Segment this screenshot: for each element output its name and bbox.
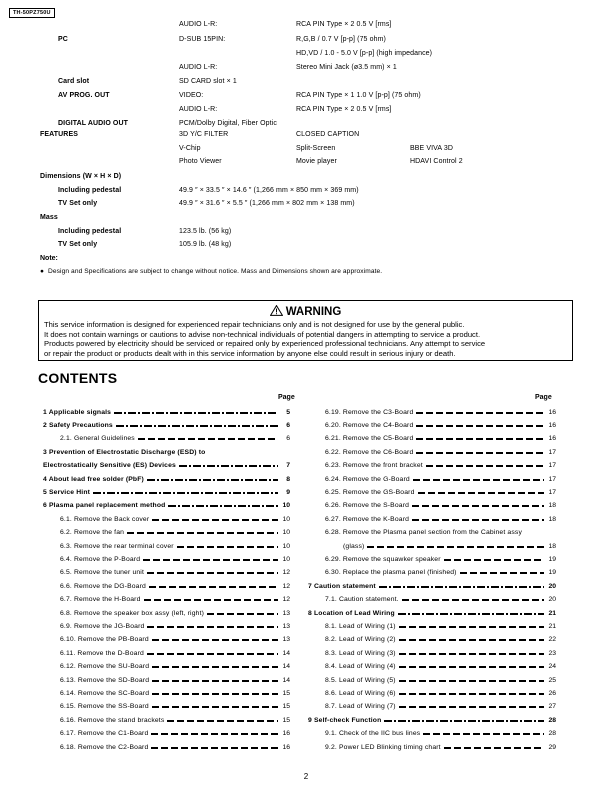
feature-item: BBE VIVA 3D bbox=[410, 145, 453, 152]
toc-entry[interactable] bbox=[40, 595, 290, 605]
toc-entry-page: 16 bbox=[548, 421, 556, 429]
toc-left-column bbox=[40, 407, 290, 767]
toc-entry-page: 12 bbox=[282, 596, 290, 604]
toc-entry-title: 6.13. Remove the SD-Board bbox=[60, 676, 150, 684]
toc-entry-title: 9.2. Power LED Blinking timing chart bbox=[325, 743, 441, 751]
toc-entry-title: 9 Self-check Function bbox=[308, 716, 382, 724]
feature-item: Split-Screen bbox=[296, 145, 336, 152]
spec-value: Stereo Mini Jack (ø3.5 mm) × 1 bbox=[296, 64, 397, 71]
toc-leader bbox=[147, 479, 278, 481]
toc-entry-title: 6.16. Remove the stand brackets bbox=[60, 716, 165, 724]
toc-leader bbox=[460, 572, 544, 574]
toc-entry[interactable] bbox=[40, 702, 290, 712]
toc-entry-page: 28 bbox=[548, 730, 556, 738]
toc-entry[interactable] bbox=[305, 595, 556, 605]
toc-leader bbox=[168, 505, 278, 507]
toc-entry-page: 24 bbox=[548, 663, 556, 671]
toc-entry-page: 21 bbox=[548, 622, 556, 630]
toc-entry[interactable] bbox=[305, 742, 556, 752]
spec-label: AV PROG. OUT bbox=[58, 92, 110, 99]
toc-entry-page: 22 bbox=[548, 636, 556, 644]
toc-entry-page: 13 bbox=[282, 609, 290, 617]
toc-leader bbox=[416, 452, 544, 454]
toc-entry[interactable] bbox=[40, 528, 290, 538]
toc-leader bbox=[167, 720, 278, 722]
toc-entry-title: 6.3. Remove the rear terminal cover bbox=[60, 542, 174, 550]
toc-leader bbox=[525, 532, 544, 534]
toc-leader bbox=[151, 733, 278, 735]
toc-leader bbox=[426, 465, 544, 467]
feature-item: 3D Y/C FILTER bbox=[179, 131, 229, 138]
toc-entry-page: 15 bbox=[282, 716, 290, 724]
toc-entry-page: 5 bbox=[286, 408, 290, 416]
toc-entry[interactable] bbox=[305, 434, 556, 444]
toc-entry-page: 16 bbox=[548, 408, 556, 416]
toc-right-column bbox=[305, 407, 556, 767]
spec-label: DIGITAL AUDIO OUT bbox=[58, 120, 129, 127]
toc-entry-title: 6.10. Remove the PB-Board bbox=[60, 636, 149, 644]
toc-leader bbox=[147, 626, 278, 628]
toc-entry-page: 23 bbox=[548, 649, 556, 657]
toc-leader bbox=[93, 492, 278, 494]
toc-entry-title: 6.6. Remove the DG-Board bbox=[60, 582, 146, 590]
toc-entry-page: 18 bbox=[548, 542, 556, 550]
toc-leader bbox=[149, 586, 278, 588]
toc-entry-title: 6.19. Remove the C3-Board bbox=[325, 408, 414, 416]
toc-entry[interactable] bbox=[305, 541, 556, 551]
toc-leader bbox=[399, 680, 544, 682]
toc-leader bbox=[127, 532, 278, 534]
warning-title: WARNING bbox=[285, 306, 342, 318]
toc-leader bbox=[152, 639, 278, 641]
toc-entry-page: 15 bbox=[282, 703, 290, 711]
toc-entry-title: 9.1. Check of the IIC bus lines bbox=[325, 730, 421, 738]
toc-leader bbox=[399, 626, 544, 628]
toc-entry-page: 17 bbox=[548, 475, 556, 483]
toc-entry[interactable] bbox=[40, 742, 290, 752]
feature-item: CLOSED CAPTION bbox=[296, 131, 360, 138]
spec-value: HD,VD / 1.0 - 5.0 V [p-p] (high impedance) bbox=[296, 50, 433, 57]
toc-entry[interactable] bbox=[40, 635, 290, 645]
toc-entry-page: 9 bbox=[286, 488, 290, 496]
toc-entry[interactable] bbox=[40, 621, 290, 631]
toc-entry-page: 28 bbox=[548, 716, 556, 724]
toc-entry-page: 10 bbox=[282, 529, 290, 537]
toc-entry[interactable] bbox=[40, 568, 290, 578]
toc-leader bbox=[399, 693, 544, 695]
toc-entry[interactable] bbox=[40, 461, 290, 471]
features-label: FEATURES bbox=[40, 131, 79, 138]
toc-entry-title: 6.14. Remove the SC-Board bbox=[60, 689, 150, 697]
spec-label: PC bbox=[58, 36, 68, 43]
spec-value: RCA PIN Type × 2 0.5 V [rms] bbox=[296, 106, 392, 113]
toc-entry[interactable] bbox=[40, 434, 290, 444]
toc-entry[interactable] bbox=[305, 407, 556, 417]
toc-entry[interactable] bbox=[305, 581, 556, 591]
toc-entry-page: 7 bbox=[286, 462, 290, 470]
toc-entry-title: 4 About lead free solder (PbF) bbox=[43, 475, 144, 483]
toc-entry[interactable] bbox=[305, 662, 556, 672]
toc-entry-page: 16 bbox=[282, 743, 290, 751]
toc-entry-page: 16 bbox=[282, 730, 290, 738]
toc-entry-page: 10 bbox=[282, 555, 290, 563]
toc-leader bbox=[179, 465, 278, 467]
toc-entry-title: (glass) bbox=[343, 542, 365, 550]
toc-entry-page: 19 bbox=[548, 569, 556, 577]
toc-entry-page: 13 bbox=[282, 636, 290, 644]
spec-sub: VIDEO: bbox=[179, 92, 204, 99]
model-number-tag: TH-50PZ750U bbox=[9, 8, 55, 18]
toc-leader bbox=[152, 666, 278, 668]
toc-entry-page: 20 bbox=[548, 582, 556, 590]
toc-leader bbox=[399, 653, 544, 655]
toc-entry[interactable] bbox=[305, 447, 556, 457]
toc-entry-title: 6.27. Remove the K-Board bbox=[325, 515, 410, 523]
toc-entry-page: 20 bbox=[548, 596, 556, 604]
note-bullet: ● bbox=[40, 268, 44, 275]
toc-entry-title: 7 Caution statement bbox=[308, 582, 376, 590]
toc-entry[interactable] bbox=[305, 608, 556, 618]
toc-leader bbox=[399, 666, 544, 668]
toc-entry-page: 14 bbox=[282, 676, 290, 684]
warning-line: Products powered by electricity should be serviced or repaired only by experienced professional technicians. Any attempt to service bbox=[44, 339, 486, 349]
spec-value: RCA PIN Type × 1 1.0 V [p-p] (75 ohm) bbox=[296, 92, 421, 99]
page-column-header-right: Page bbox=[535, 394, 552, 401]
toc-entry-title: 8.7. Lead of Wiring (7) bbox=[325, 703, 396, 711]
feature-item: Photo Viewer bbox=[179, 158, 222, 165]
toc-entry-title: 6.22. Remove the C6-Board bbox=[325, 448, 414, 456]
toc-entry-page: 16 bbox=[548, 435, 556, 443]
toc-leader bbox=[147, 653, 278, 655]
toc-leader bbox=[416, 425, 544, 427]
toc-entry-page: 17 bbox=[548, 462, 556, 470]
toc-leader bbox=[416, 438, 544, 440]
dimensions-set-label: TV Set only bbox=[58, 200, 98, 207]
dimensions-including-label: Including pedestal bbox=[58, 187, 122, 194]
warning-line: or repair the product or products dealt with in this service information by anyone else could result in serious injury or death. bbox=[44, 348, 456, 358]
spec-sub: AUDIO L-R: bbox=[179, 64, 218, 71]
toc-leader bbox=[207, 613, 278, 615]
toc-entry-page: 27 bbox=[548, 703, 556, 711]
toc-entry[interactable] bbox=[40, 541, 290, 551]
toc-leader bbox=[144, 599, 278, 601]
toc-entry[interactable] bbox=[40, 447, 290, 457]
spec-value: R,G,B / 0.7 V [p-p] (75 ohm) bbox=[296, 36, 386, 43]
toc-entry[interactable] bbox=[305, 635, 556, 645]
warning-line: This service information is designed for experienced repair technicians only and is not designed for use by the general public. bbox=[44, 320, 465, 329]
toc-leader bbox=[114, 412, 278, 414]
toc-leader bbox=[152, 693, 278, 695]
toc-entry[interactable] bbox=[305, 554, 556, 564]
toc-leader bbox=[423, 733, 544, 735]
toc-entry[interactable] bbox=[305, 729, 556, 739]
toc-entry-title: 6.17. Remove the C1-Board bbox=[60, 730, 149, 738]
toc-entry-title: 6.18. Remove the C2-Board bbox=[60, 743, 149, 751]
toc-leader bbox=[399, 639, 544, 641]
toc-leader bbox=[208, 452, 278, 454]
page-column-header-left: Page bbox=[278, 394, 295, 401]
page-number: 2 bbox=[303, 772, 309, 781]
toc-entry[interactable] bbox=[305, 715, 556, 725]
toc-entry-page: 13 bbox=[282, 622, 290, 630]
toc-leader bbox=[379, 586, 544, 588]
toc-entry[interactable] bbox=[305, 621, 556, 631]
spec-value: RCA PIN Type × 2 0.5 V [rms] bbox=[296, 21, 392, 28]
toc-leader bbox=[177, 546, 278, 548]
toc-entry[interactable] bbox=[40, 581, 290, 591]
toc-leader bbox=[367, 546, 544, 548]
spec-sub: D-SUB 15PIN: bbox=[179, 36, 226, 43]
note-text: Design and Specifications are subject to change without notice. Mass and Dimensions shown are approximate. bbox=[48, 268, 383, 275]
toc-entry[interactable] bbox=[305, 675, 556, 685]
toc-entry-title: 6.9. Remove the JG-Board bbox=[60, 622, 145, 630]
note-title: Note: bbox=[40, 255, 58, 262]
toc-entry-page: 15 bbox=[282, 689, 290, 697]
toc-entry-title: 8.1. Lead of Wiring (1) bbox=[325, 622, 396, 630]
toc-entry-page: 21 bbox=[548, 609, 556, 617]
toc-entry-page: 25 bbox=[548, 676, 556, 684]
toc-entry-title: 6.11. Remove the D-Board bbox=[60, 649, 144, 657]
toc-entry-title: 6.4. Remove the P-Board bbox=[60, 555, 141, 563]
dimensions-label: Dimensions (W × H × D) bbox=[40, 173, 122, 180]
toc-entry-page: 26 bbox=[548, 689, 556, 697]
toc-entry-page: 10 bbox=[282, 502, 290, 510]
toc-entry-title: 6.23. Remove the front bracket bbox=[325, 462, 423, 470]
toc-entry[interactable] bbox=[40, 675, 290, 685]
toc-entry-title: 6.5. Remove the tuner unit bbox=[60, 569, 144, 577]
toc-entry-page: 6 bbox=[286, 435, 290, 443]
toc-entry[interactable] bbox=[40, 487, 290, 497]
toc-entry-page: 17 bbox=[548, 448, 556, 456]
toc-entry-page: 12 bbox=[282, 569, 290, 577]
toc-entry-title: 2.1. General Guidelines bbox=[60, 435, 135, 443]
feature-item: HDAVI Control 2 bbox=[410, 158, 463, 165]
warning-triangle-icon bbox=[270, 305, 283, 316]
spec-label: Card slot bbox=[58, 78, 90, 85]
toc-leader bbox=[147, 572, 278, 574]
warning-box bbox=[38, 300, 573, 361]
toc-entry[interactable] bbox=[305, 487, 556, 497]
toc-leader bbox=[413, 479, 544, 481]
toc-entry-title: 5 Service Hint bbox=[43, 488, 91, 496]
toc-leader bbox=[416, 412, 544, 414]
toc-entry-page: 12 bbox=[282, 582, 290, 590]
toc-entry-title: 1 Applicable signals bbox=[43, 408, 112, 416]
toc-entry[interactable] bbox=[40, 514, 290, 524]
toc-entry-title: 6.24. Remove the G-Board bbox=[325, 475, 410, 483]
dimensions-including-value: 49.9 ″ × 33.5 ″ × 14.6 ″ (1,266 mm × 850 mm × 369 mm) bbox=[179, 187, 359, 194]
spec-sub: PCM/Dolby Digital, Fiber Optic bbox=[179, 120, 277, 127]
spec-sub: AUDIO L-R: bbox=[179, 21, 218, 28]
toc-leader bbox=[384, 720, 544, 722]
toc-entry-title: 6.2. Remove the fan bbox=[60, 529, 125, 537]
mass-label: Mass bbox=[40, 214, 58, 221]
spec-sub: SD CARD slot × 1 bbox=[179, 78, 237, 85]
mass-set-label: TV Set only bbox=[58, 241, 98, 248]
toc-entry-title: 8 Location of Lead Wiring bbox=[308, 609, 395, 617]
mass-set-value: 105.9 lb. (48 kg) bbox=[179, 241, 232, 248]
toc-entry-page: 29 bbox=[548, 743, 556, 751]
toc-entry-page: 18 bbox=[548, 515, 556, 523]
mass-including-value: 123.5 lb. (56 kg) bbox=[179, 228, 232, 235]
toc-entry[interactable] bbox=[305, 568, 556, 578]
toc-leader bbox=[412, 519, 544, 521]
toc-entry-page: 14 bbox=[282, 649, 290, 657]
toc-entry-title: 6.21. Remove the C5-Board bbox=[325, 435, 414, 443]
toc-entry-title: 6.7. Remove the H-Board bbox=[60, 596, 141, 604]
mass-including-label: Including pedestal bbox=[58, 228, 122, 235]
toc-entry-title: 6.15. Remove the SS-Board bbox=[60, 703, 149, 711]
toc-entry[interactable] bbox=[40, 608, 290, 618]
toc-entry-title: 6.28. Remove the Plasma panel section from the Cabinet assy bbox=[325, 529, 522, 537]
toc-leader bbox=[152, 680, 278, 682]
toc-entry-page: 14 bbox=[282, 663, 290, 671]
toc-entry[interactable] bbox=[305, 688, 556, 698]
toc-entry-title: 3 Prevention of Electrostatic Discharge (ESD) to bbox=[43, 448, 206, 456]
toc-entry[interactable] bbox=[40, 501, 290, 511]
toc-entry[interactable] bbox=[305, 648, 556, 658]
toc-entry-title: 8.6. Lead of Wiring (6) bbox=[325, 689, 396, 697]
toc-leader bbox=[138, 438, 278, 440]
toc-leader bbox=[398, 613, 544, 615]
toc-entry-title: 6.20. Remove the C4-Board bbox=[325, 421, 414, 429]
toc-leader bbox=[444, 747, 544, 749]
toc-entry[interactable] bbox=[40, 648, 290, 658]
toc-entry[interactable] bbox=[305, 501, 556, 511]
toc-entry-title: 6.26. Remove the S-Board bbox=[325, 502, 410, 510]
toc-entry-title: 6.1. Remove the Back cover bbox=[60, 515, 150, 523]
toc-leader bbox=[152, 706, 278, 708]
toc-leader bbox=[116, 425, 278, 427]
feature-item: V-Chip bbox=[179, 145, 201, 152]
warning-body bbox=[44, 320, 485, 358]
spec-sub: AUDIO L-R: bbox=[179, 106, 218, 113]
toc-leader bbox=[418, 492, 544, 494]
toc-entry-title: 8.4. Lead of Wiring (4) bbox=[325, 663, 396, 671]
toc-entry-title: 7.1. Caution statement. bbox=[325, 596, 399, 604]
toc-entry-title: 2 Safety Precautions bbox=[43, 421, 113, 429]
warning-heading bbox=[39, 305, 572, 318]
toc-leader bbox=[444, 559, 544, 561]
toc-entry-page: 10 bbox=[282, 515, 290, 523]
toc-entry-page: 19 bbox=[548, 555, 556, 563]
toc-entry-title: Electrostatically Sensitive (ES) Devices bbox=[43, 462, 176, 470]
toc-entry-page: 8 bbox=[286, 475, 290, 483]
toc-entry-title: 6 Plasma panel replacement method bbox=[43, 502, 166, 510]
toc-entry-title: 6.29. Remove the squawker speaker bbox=[325, 555, 441, 563]
toc-entry[interactable] bbox=[40, 407, 290, 417]
toc-leader bbox=[151, 747, 278, 749]
toc-entry-title: 8.2. Lead of Wiring (2) bbox=[325, 636, 396, 644]
specifications-section bbox=[0, 0, 612, 280]
toc-leader bbox=[412, 505, 544, 507]
toc-leader bbox=[152, 519, 278, 521]
toc-entry[interactable] bbox=[305, 420, 556, 430]
toc-leader bbox=[402, 599, 544, 601]
contents-title: CONTENTS bbox=[38, 370, 118, 386]
toc-entry[interactable] bbox=[305, 474, 556, 484]
toc-entry[interactable] bbox=[305, 461, 556, 471]
toc-entry[interactable] bbox=[40, 474, 290, 484]
toc-entry[interactable] bbox=[40, 715, 290, 725]
toc-entry[interactable] bbox=[40, 420, 290, 430]
toc-entry-title: 6.25. Remove the GS-Board bbox=[325, 488, 415, 496]
toc-entry-title: 6.30. Replace the plasma panel (finished) bbox=[325, 569, 457, 577]
toc-entry-title: 8.3. Lead of Wiring (3) bbox=[325, 649, 396, 657]
toc-entry-title: 6.12. Remove the SU-Board bbox=[60, 663, 150, 671]
toc-entry-title: 8.5. Lead of Wiring (5) bbox=[325, 676, 396, 684]
toc-entry-page: 17 bbox=[548, 488, 556, 496]
toc-entry[interactable] bbox=[40, 688, 290, 698]
toc-entry-title: 6.8. Remove the speaker box assy (left, right) bbox=[60, 609, 205, 617]
toc-entry[interactable] bbox=[40, 554, 290, 564]
toc-leader bbox=[399, 706, 544, 708]
toc-entry[interactable] bbox=[40, 662, 290, 672]
toc-entry-page: 18 bbox=[548, 502, 556, 510]
toc-entry[interactable] bbox=[305, 702, 556, 712]
toc-entry-page: 10 bbox=[282, 542, 290, 550]
toc-leader bbox=[143, 559, 278, 561]
warning-line: It does not contain warnings or cautions to advise non-technical individuals of potential dangers in attempting to service a product. bbox=[44, 329, 481, 339]
dimensions-set-value: 49.9 ″ × 31.6 ″ × 5.5 ″ (1,266 mm × 802 mm × 138 mm) bbox=[179, 200, 355, 207]
toc-entry[interactable] bbox=[305, 514, 556, 524]
toc-entry[interactable] bbox=[40, 729, 290, 739]
feature-item: Movie player bbox=[296, 158, 337, 165]
toc-entry-page: 6 bbox=[286, 421, 290, 429]
toc-entry[interactable] bbox=[305, 528, 556, 538]
